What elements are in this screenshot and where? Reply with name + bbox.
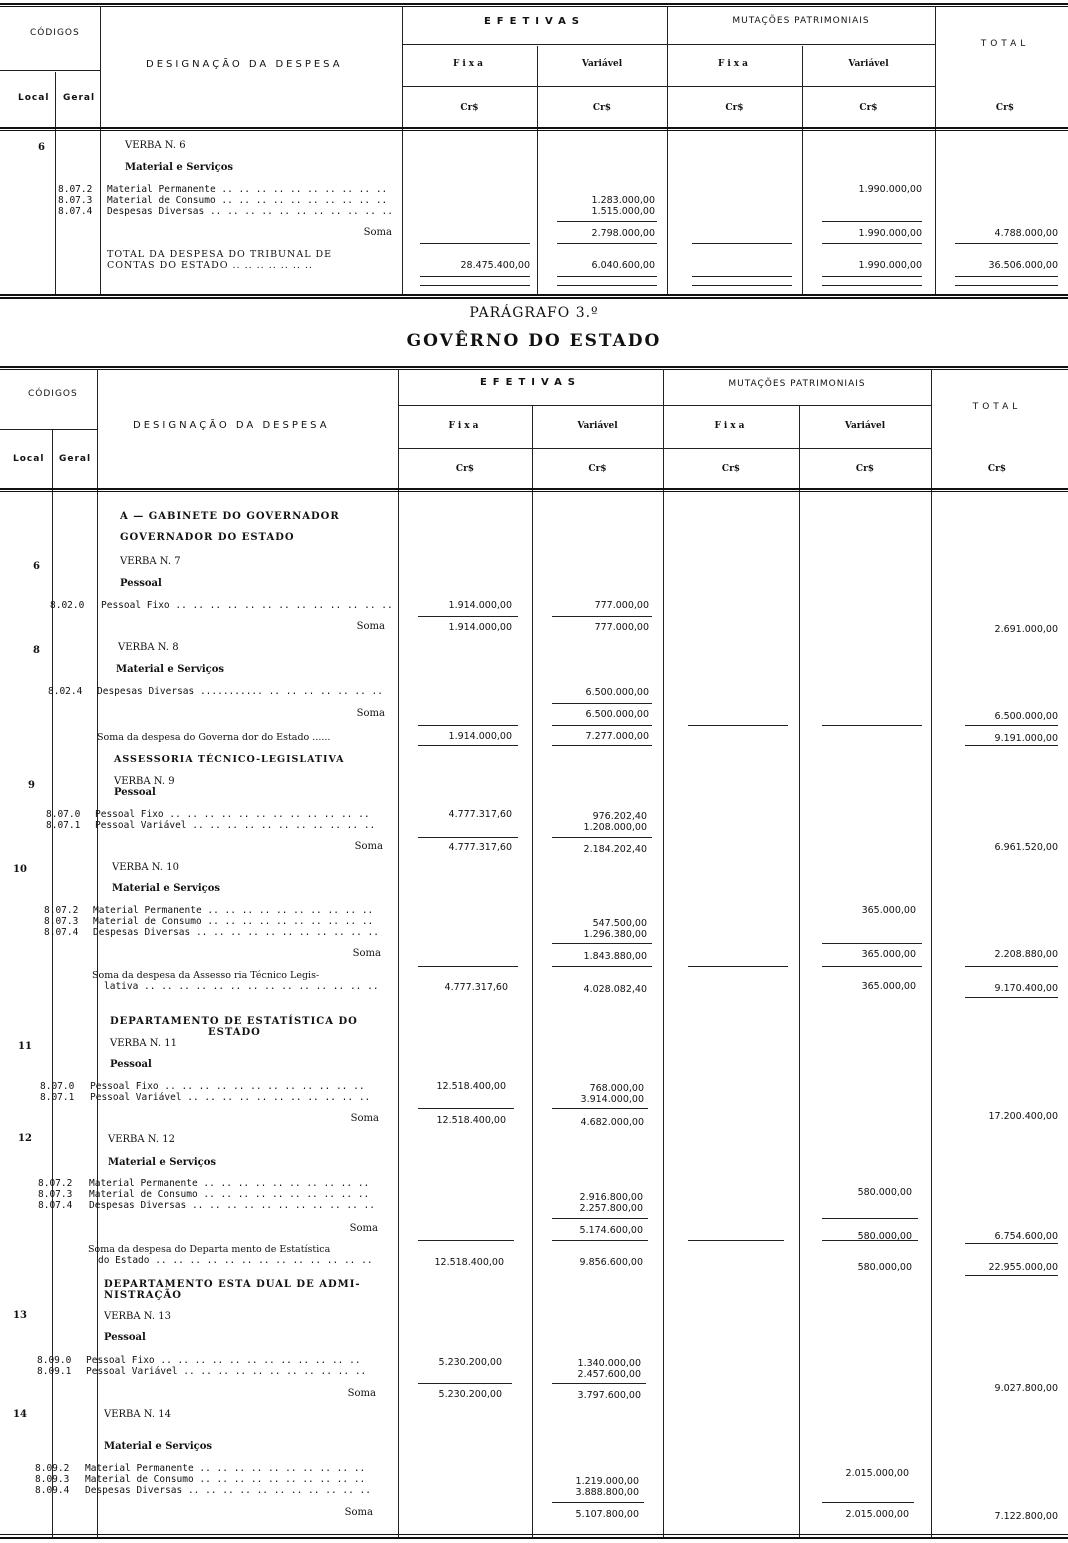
geral-code: 8.09.4 (35, 1485, 70, 1496)
verba-label: VERBA N. 11 (110, 1038, 177, 1049)
ef-var-value: 2.798.000,00 (591, 228, 655, 239)
ef-var-value: 3.914.000,00 (580, 1094, 644, 1105)
ef-var-value: 1.843.880,00 (583, 951, 647, 962)
soma-label: Soma (350, 1113, 379, 1124)
header-mutacoes: MUTAÇÕES PATRIMONIAIS (732, 16, 870, 26)
header-codigos: CÓDIGOS (30, 28, 80, 38)
ef-var-value: 777.000,00 (594, 622, 649, 633)
geral-code: 8.09.3 (35, 1474, 70, 1485)
header-designacao: DESIGNAÇÃO DA DESPESA (146, 59, 343, 70)
expense-desc: Material Permanente .. .. .. .. .. .. .. .. .. .. (85, 1463, 366, 1474)
geral-code: 8.07.0 (40, 1081, 75, 1092)
expense-desc: Pessoal Fixo .. .. .. .. .. .. .. .. .. .. .. .. (86, 1355, 361, 1366)
verba-label: VERBA N. 12 (108, 1134, 175, 1145)
verba-label: VERBA N. 8 (118, 642, 179, 653)
mut-var-value: 580.000,00 (857, 1187, 912, 1198)
header-currency: Cr$ (588, 464, 607, 474)
section-label: A — GABINETE DO GOVERNADOR (120, 511, 340, 522)
verba-label: VERBA N. 13 (104, 1311, 171, 1322)
header-currency: Cr$ (725, 103, 744, 113)
expense-desc: Material de Consumo .. .. .. .. .. .. .. .. .. .. (107, 195, 388, 206)
subtotal-label: do Estado .. .. .. .. .. .. .. .. .. .. .. .. .. (98, 1255, 373, 1266)
ef-fix-value: 4.777.317,60 (448, 842, 512, 853)
verba-label: VERBA N. 14 (104, 1409, 171, 1420)
mut-var-value: 1.990.000,00 (858, 184, 922, 195)
geral-code: 8.07.2 (58, 184, 93, 195)
header-efetivas-fixa: Fixa (452, 59, 486, 69)
ef-var-value: 6.500.000,00 (585, 709, 649, 720)
geral-code: 8.07.2 (44, 905, 79, 916)
ef-var-value: 2.916.800,00 (579, 1192, 643, 1203)
expense-desc: Pessoal Fixo .. .. .. .. .. .. .. .. .. .. .. .. (95, 809, 370, 820)
expense-desc: Pessoal Variável .. .. .. .. .. .. .. .. .. .. .. (95, 820, 376, 831)
mut-var-value: 580.000,00 (857, 1262, 912, 1273)
total-value: 17.200.400,00 (988, 1111, 1058, 1122)
section-label: DEPARTAMENTO DE ESTATÍSTICA DO (110, 1016, 358, 1027)
total-value: 4.788.000,00 (994, 228, 1058, 239)
section-label: NISTRAÇÃO (104, 1290, 182, 1301)
soma-label: Soma (344, 1507, 373, 1518)
soma-label: Soma (363, 227, 392, 238)
expense-desc: Material Permanente .. .. .. .. .. .. .. .. .. .. (93, 905, 374, 916)
header-efetivas-variavel: Variável (581, 59, 623, 69)
soma-label: Soma (354, 841, 383, 852)
ef-var-value: 1.219.000,00 (575, 1476, 639, 1487)
expense-desc: Pessoal Fixo .. .. .. .. .. .. .. .. .. .. .. .. (90, 1081, 365, 1092)
ef-fix-value: 4.777.317,60 (448, 809, 512, 820)
ef-var-value: 4.682.000,00 (580, 1117, 644, 1128)
geral-code: 8.07.3 (38, 1189, 73, 1200)
subtotal-label: Soma da despesa do Governa dor do Estado ...... (97, 732, 331, 743)
ef-var-value: 7.277.000,00 (585, 731, 649, 742)
mut-var-value: 365.000,00 (861, 949, 916, 960)
section-label: GOVERNADOR DO ESTADO (120, 532, 295, 543)
geral-code: 8.07.2 (38, 1178, 73, 1189)
expense-desc: Despesas Diversas .. .. .. .. .. .. .. .. .. .. .. (93, 927, 379, 938)
local-code: 6 (33, 561, 40, 572)
section-title: GOVÊRNO DO ESTADO (406, 331, 662, 351)
ef-fix-value: 1.914.000,00 (448, 622, 512, 633)
expense-desc: Material de Consumo .. .. .. .. .. .. .. .. .. .. (93, 916, 374, 927)
ef-var-value: 976.202,40 (592, 811, 647, 822)
expense-desc: Despesas Diversas .. .. .. .. .. .. .. .. .. .. .. (85, 1485, 371, 1496)
header-mutacoes-variavel: Variável (844, 421, 886, 431)
ef-fix-value: 12.518.400,00 (436, 1115, 506, 1126)
ef-fix-value: 12.518.400,00 (434, 1257, 504, 1268)
ef-var-value: 3.797.600,00 (577, 1390, 641, 1401)
header-currency: Cr$ (460, 103, 479, 113)
header-mutacoes-fixa: Fixa (714, 421, 748, 431)
mut-var-value: 1.990.000,00 (858, 228, 922, 239)
local-code: 6 (38, 142, 45, 153)
local-code: 13 (13, 1310, 27, 1321)
soma-label: Soma (356, 621, 385, 632)
ef-var-value: 2.184.202,40 (583, 844, 647, 855)
total-value: 6.961.520,00 (994, 842, 1058, 853)
ef-var-value: 1.340.000,00 (577, 1358, 641, 1369)
geral-code: 8.07.1 (46, 820, 81, 831)
ef-var-value: 2.457.600,00 (577, 1369, 641, 1380)
group-label: Pessoal (104, 1332, 146, 1343)
header-efetivas: EFETIVAS (479, 377, 582, 388)
soma-label: Soma (349, 1223, 378, 1234)
ef-var-value: 4.028.082,40 (583, 984, 647, 995)
ef-var-value: 6.040.600,00 (591, 260, 655, 271)
ef-var-value: 6.500.000,00 (585, 687, 649, 698)
ef-fix-value: 28.475.400,00 (460, 260, 530, 271)
expense-desc: Despesas Diversas .. .. .. .. .. .. .. .. .. .. .. (107, 206, 393, 217)
group-label: Material e Serviços (112, 883, 221, 894)
geral-code: 8.07.3 (44, 916, 79, 927)
header-total: TOTAL (972, 402, 1022, 412)
mut-var-value: 365.000,00 (861, 981, 916, 992)
header-local: Local (18, 93, 50, 103)
verba-label: VERBA N. 6 (125, 140, 186, 151)
expense-desc: Despesas Diversas .. .. .. .. .. .. .. .. .. .. .. (89, 1200, 375, 1211)
total-value: 22.955.000,00 (988, 1262, 1058, 1273)
ef-var-value: 5.107.800,00 (575, 1509, 639, 1520)
header-total: TOTAL (980, 39, 1030, 49)
header-currency: Cr$ (455, 464, 475, 474)
total-value: 9.191.000,00 (994, 733, 1058, 744)
header-currency: Cr$ (987, 464, 1007, 474)
header-currency: Cr$ (859, 103, 878, 113)
total-value: 6.754.600,00 (994, 1231, 1058, 1242)
group-label: Material e Serviços (125, 162, 234, 173)
ef-fix-value: 5.230.200,00 (438, 1389, 502, 1400)
section-label: ASSESSORIA TÉCNICO-LEGISLATIVA (114, 754, 345, 765)
header-currency: Cr$ (592, 103, 612, 113)
soma-label: Soma (347, 1388, 376, 1399)
ef-var-value: 1.283.000,00 (591, 195, 655, 206)
subtotal-label: lativa .. .. .. .. .. .. .. .. .. .. .. .. .. .. (104, 981, 379, 992)
geral-code: 8.09.2 (35, 1463, 70, 1474)
ef-var-value: 3.888.800,00 (575, 1487, 639, 1498)
header-efetivas-fixa: Fixa (448, 421, 482, 431)
mut-var-value: 2.015.000,00 (845, 1509, 909, 1520)
header-efetivas-variavel: Variável (577, 421, 618, 431)
total-value: 9.027.800,00 (994, 1383, 1058, 1394)
header-mutacoes-fixa: Fixa (717, 59, 751, 69)
ef-var-value: 777.000,00 (594, 600, 649, 611)
header-mutacoes-variavel: Variável (848, 59, 889, 69)
total-label: TOTAL DA DESPESA DO TRIBUNAL DE (107, 249, 333, 260)
local-code: 9 (28, 780, 35, 791)
geral-code: 8.07.0 (46, 809, 81, 820)
ef-fix-value: 5.230.200,00 (438, 1357, 502, 1368)
expense-desc: Despesas Diversas ........... .. .. .. .. .. .. .. (97, 686, 383, 697)
local-code: 14 (13, 1409, 27, 1420)
group-label: Material e Serviços (108, 1157, 217, 1168)
ef-var-value: 1.515.000,00 (591, 206, 655, 217)
header-designacao: DESIGNAÇÃO DA DESPESA (133, 420, 330, 431)
ef-var-value: 2.257.800,00 (579, 1203, 643, 1214)
expense-desc: Pessoal Variável .. .. .. .. .. .. .. .. .. .. .. (86, 1366, 367, 1377)
expense-desc: Material de Consumo .. .. .. .. .. .. .. .. .. .. (89, 1189, 370, 1200)
mut-var-value: 1.990.000,00 (858, 260, 922, 271)
ef-var-value: 547.500,00 (592, 918, 647, 929)
total-value: 7.122.800,00 (994, 1511, 1058, 1522)
expense-desc: Pessoal Variável .. .. .. .. .. .. .. .. .. .. .. (90, 1092, 371, 1103)
ef-fix-value: 12.518.400,00 (436, 1081, 506, 1092)
group-label: Pessoal (114, 787, 156, 798)
expense-desc: Material Permanente .. .. .. .. .. .. .. .. .. .. (107, 184, 388, 195)
total-value: 2.208.880,00 (994, 949, 1058, 960)
header-mutacoes: MUTAÇÕES PATRIMONIAIS (728, 379, 866, 389)
soma-label: Soma (356, 708, 385, 719)
subtotal-label: Soma da despesa da Assesso ria Técnico Legis- (92, 970, 320, 981)
mut-var-value: 2.015.000,00 (845, 1468, 909, 1479)
geral-code: 8.09.1 (37, 1366, 72, 1377)
geral-code: 8.07.4 (38, 1200, 73, 1211)
geral-code: 8.02.0 (50, 600, 85, 611)
ef-fix-value: 1.914.000,00 (448, 731, 512, 742)
header-geral: Geral (59, 454, 92, 464)
paragrafo-heading: PARÁGRAFO 3.º (469, 305, 599, 321)
group-label: Pessoal (110, 1059, 152, 1070)
local-code: 10 (13, 864, 27, 875)
header-codigos: CÓDIGOS (28, 389, 78, 399)
local-code: 11 (18, 1041, 32, 1052)
header-efetivas: EFETIVAS (483, 16, 586, 27)
group-label: Material e Serviços (104, 1441, 213, 1452)
total-value: 2.691.000,00 (994, 624, 1058, 635)
ef-var-value: 768.000,00 (589, 1083, 644, 1094)
verba-label: VERBA N. 10 (112, 862, 179, 873)
ef-var-value: 9.856.600,00 (579, 1257, 643, 1268)
ef-var-value: 5.174.600,00 (579, 1225, 643, 1236)
local-code: 8 (33, 645, 40, 656)
header-local: Local (13, 454, 45, 464)
geral-code: 8.07.4 (58, 206, 93, 217)
header-geral: Geral (63, 93, 96, 103)
expense-desc: Material Permanente .. .. .. .. .. .. .. .. .. .. (89, 1178, 370, 1189)
total-value: 36.506.000,00 (988, 260, 1058, 271)
total-value: 6.500.000,00 (994, 711, 1058, 722)
subtotal-label: Soma da despesa do Departa mento de Estatística (88, 1244, 331, 1255)
section-label: DEPARTAMENTO ESTA DUAL DE ADMI- (104, 1279, 361, 1290)
header-currency: Cr$ (721, 464, 741, 474)
ef-fix-value: 4.777.317,60 (444, 982, 508, 993)
ef-var-value: 1.296.380,00 (583, 929, 647, 940)
group-label: Material e Serviços (116, 664, 225, 675)
geral-code: 8.09.0 (37, 1355, 72, 1366)
header-currency: Cr$ (995, 103, 1015, 113)
geral-code: 8.07.1 (40, 1092, 75, 1103)
expense-desc: Material de Consumo .. .. .. .. .. .. .. .. .. .. (85, 1474, 366, 1485)
verba-label: VERBA N. 7 (120, 556, 181, 567)
group-label: Pessoal (120, 578, 162, 589)
geral-code: 8.07.4 (44, 927, 79, 938)
ef-var-value: 1.208.000,00 (583, 822, 647, 833)
geral-code: 8.07.3 (58, 195, 93, 206)
local-code: 12 (18, 1133, 32, 1144)
header-currency: Cr$ (855, 464, 875, 474)
geral-code: 8.02.4 (48, 686, 83, 697)
verba-label: VERBA N. 9 (114, 776, 175, 787)
soma-label: Soma (352, 948, 381, 959)
total-value: 9.170.400,00 (994, 983, 1058, 994)
mut-var-value: 365.000,00 (861, 905, 916, 916)
ef-fix-value: 1.914.000,00 (448, 600, 512, 611)
section-label: ESTADO (208, 1027, 261, 1038)
mut-var-value: 580.000,00 (857, 1231, 912, 1242)
total-label: CONTAS DO ESTADO .. .. .. .. .. .. .. (107, 260, 313, 271)
expense-desc: Pessoal Fixo .. .. .. .. .. .. .. .. .. .. .. .. .. (101, 600, 393, 611)
